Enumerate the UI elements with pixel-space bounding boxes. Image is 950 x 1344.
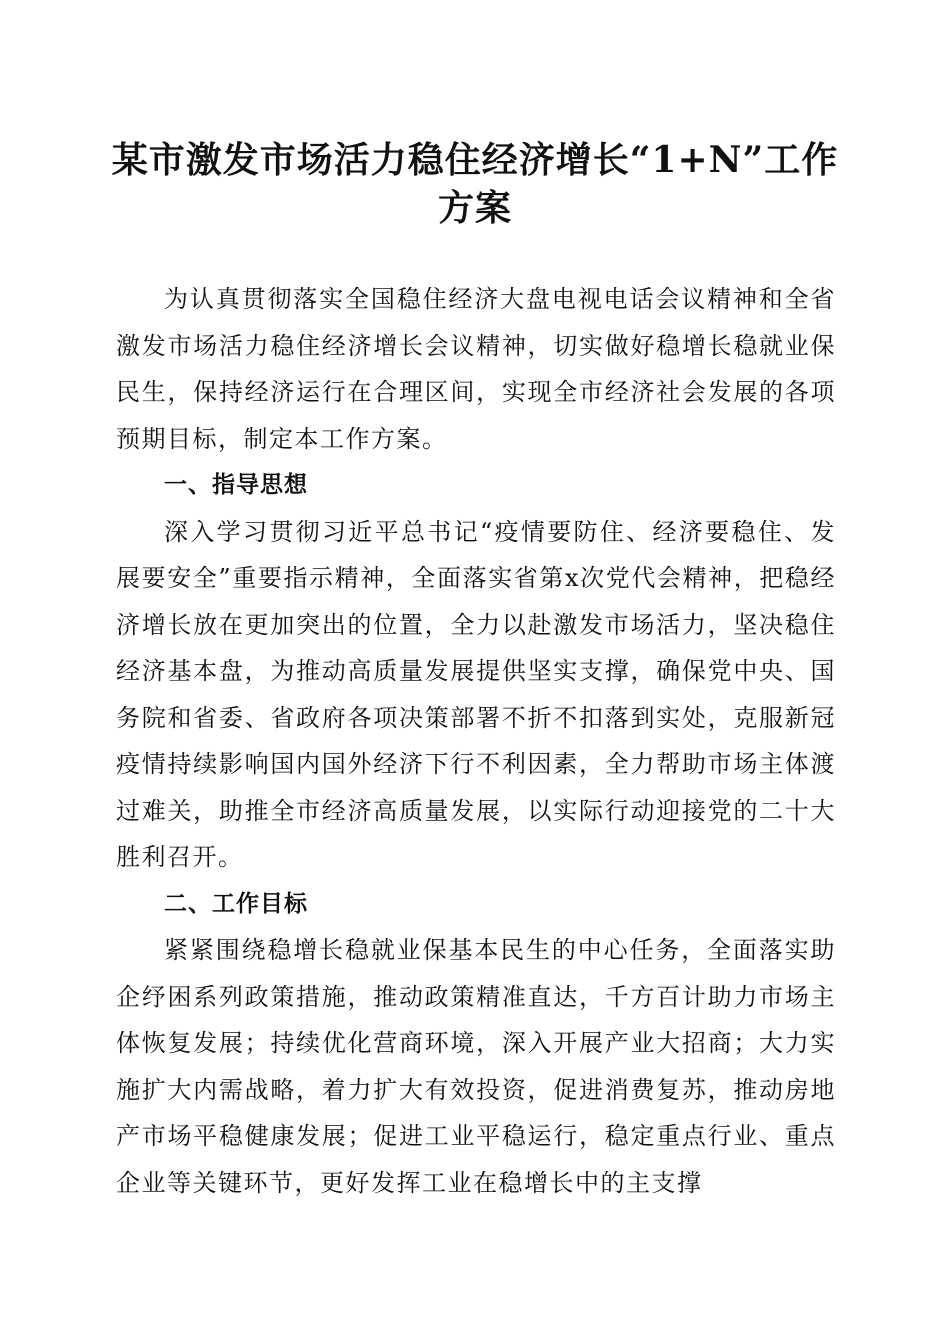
document-body [116,276,836,1206]
title-line-1: 某市激发市场活力稳住经济增长“1+N”工作 [111,139,839,181]
document-title [100,136,850,232]
section-body-guiding-ideology: 深入学习贯彻习近平总书记“疫情要防住、经济要稳住、发展要安全”重要指示精神，全面落实省第x次党代会精神，把稳经济增长放在更加突出的位置，全力以赴激发市场活力，坚决稳住经济基本盘，为推动高质量发展提供坚实支撑，确保党中央、国务院和省委、省政府各项决策部署不折不扣落到实处，克服新冠疫情持续影响国内国外经济下行不利因素，全力帮助市场主体渡过难关，助推全市经济高质量发展，以实际行动迎接党的二十大胜利召开。 [116,517,836,871]
section-body-work-objectives: 紧紧围绕稳增长稳就业保基本民生的中心任务，全面落实助企纾困系列政策措施，推动政策精准直达，千方百计助力市场主体恢复发展；持续优化营商环境，深入开展产业大招商；大力实施扩大内需战略，着力扩大有效投资，促进消费复苏，推动房地产市场平稳健康发展；促进工业平稳运行，稳定重点行业、重点企业等关键环节，更好发挥工业在稳增长中的主支撑 [116,936,836,1197]
title-line-2: 方案 [437,187,512,229]
section-heading-work-objectives: 二、工作目标 [164,890,308,917]
section-heading-guiding-ideology: 一、指导思想 [164,472,308,498]
intro-paragraph: 为认真贯彻落实全国稳住经济大盘电视电话会议精神和全省激发市场活力稳住经济增长会议精神，切实做好稳增长稳就业保民生，保持经济运行在合理区间，实现全市经济社会发展的各项预期目标，制定本工作方案。 [116,285,836,453]
